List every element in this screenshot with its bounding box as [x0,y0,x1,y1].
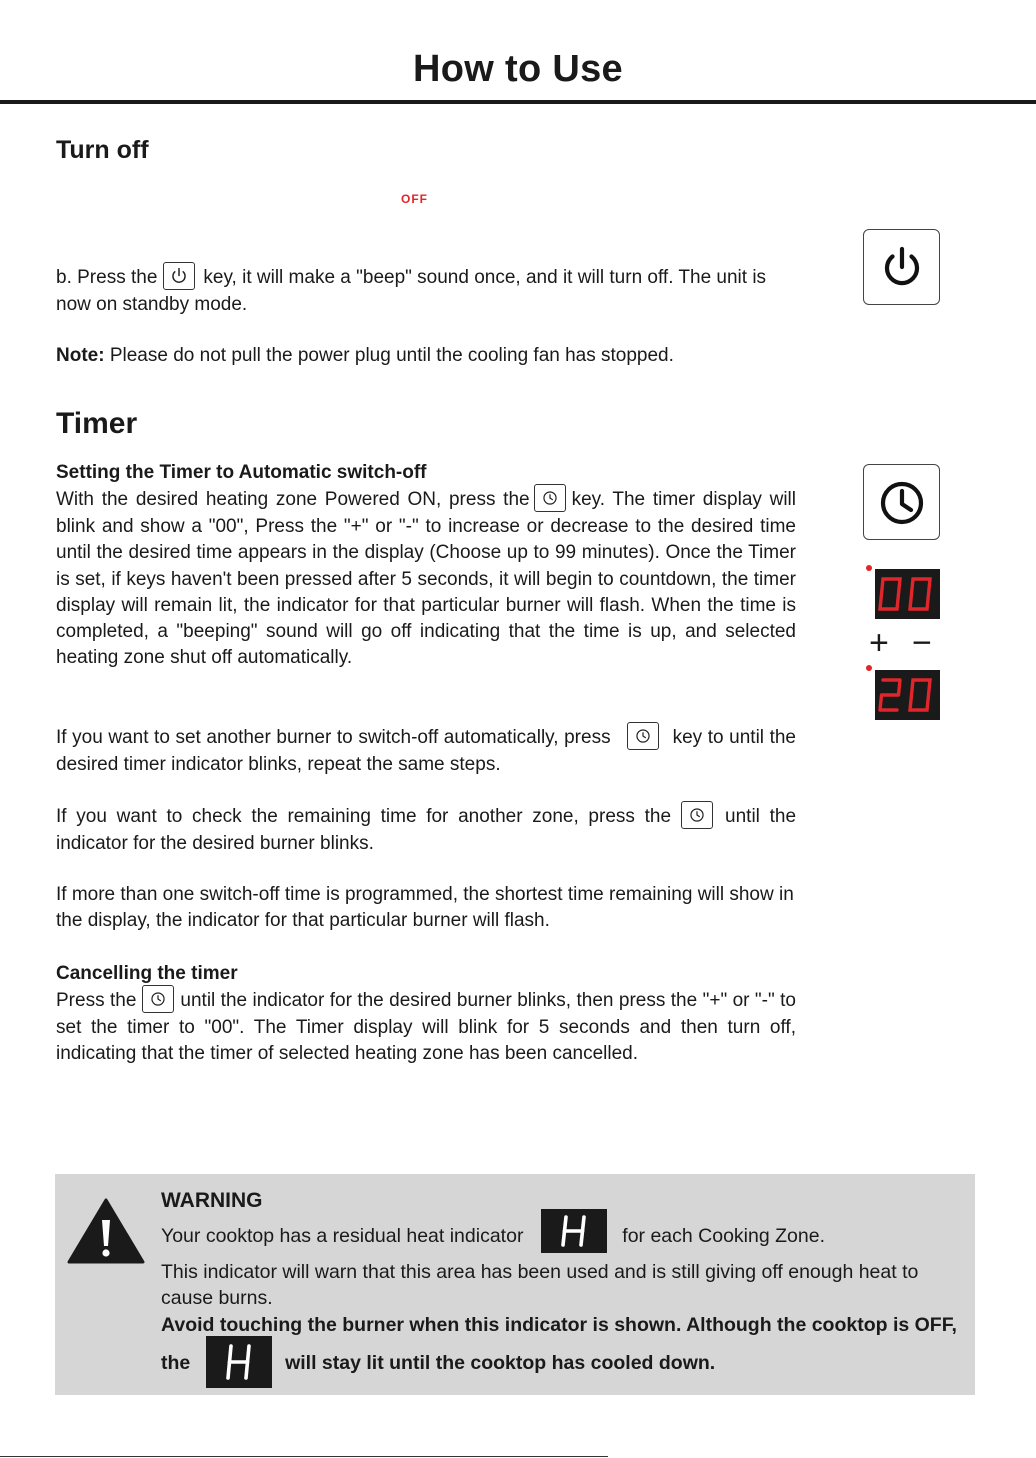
timer-key-inline [534,484,566,512]
check-remaining-paragraph [56,803,796,857]
h-indicator-glyph [206,1336,272,1388]
warning-bold-before: Avoid touching the burner when this indicator is shown. Although the cooktop is OFF, the [161,1313,957,1375]
plus-key[interactable]: + [869,624,889,662]
another-before: If you want to set another burner to switch-off automatically, press [56,727,611,749]
seven-segment-digits [875,670,940,720]
clock-icon [143,986,173,1012]
warning-triangle-icon [67,1196,145,1266]
warning-line1-before: Your cooktop has a residual heat indicator [161,1224,524,1247]
turn-off-note [56,343,796,369]
timer-key-inline [627,722,659,750]
warning-title: WARNING [161,1189,263,1212]
multiple-timers-paragraph: If more than one switch-off time is programmed, the shortest time remaining will show in the display, the indicator for that particular burner will flash. [56,884,794,932]
cancel-timer-paragraph [56,987,796,1068]
check-before: If you want to check the remaining time for another zone, press the [56,806,672,828]
warning-bold-text [161,1312,961,1391]
clock-icon [878,479,926,527]
residual-heat-indicator [541,1209,607,1253]
cancel-timer-section [56,961,796,987]
step-b-text-before: b. Press the [56,267,158,289]
clock-icon [682,802,712,828]
step-b-text-after: key, it will make a "beep" sound once, and it will turn off. The unit is now on standby mode. [56,267,767,315]
burner-indicator-dot [866,565,872,571]
auto-p1-before: With the desired heating zone Powered ON, press the [56,489,530,511]
page-title: How to Use [413,48,623,90]
turn-off-step-b [56,264,796,318]
burner-indicator-dot [866,665,872,671]
timer-button[interactable] [863,464,940,540]
timer-key-inline [681,801,713,829]
power-icon [164,263,194,289]
off-indicator-label: OFF [401,192,428,206]
minus-key[interactable]: − [912,624,932,662]
auto-switchoff-heading: Setting the Timer to Automatic switch-off [56,462,427,483]
clock-icon [628,723,658,749]
timer-display-top [875,569,940,619]
auto-p1-after: key. The timer display will blink and show a "00", Press the "+" or "-" to increase or decrease to the desired time until the desired time appears in the display (Choose up to 99 minutes). Once the Timer is set, if keys haven't been pressed after 5 seconds, it will begin to countdown, the timer display will remain lit, the indicator for that particular burner will flash. When the time is completed, a "beeping" sound will go off indicating that the time is up, and selected heating zone shut off automatically. [56,489,796,669]
power-icon [878,244,926,292]
note-label: Note: [56,345,105,366]
auto-switchoff-paragraph [56,486,796,672]
clock-icon [535,485,565,511]
h-indicator-glyph [541,1209,607,1253]
cancel-after: until the indicator for the desired burner blinks, then press the "+" or "-" to set the timer to "00". The Timer display will blink for 5 seconds and then turn off, indicating that the timer of selected heating zone has been cancelled. [56,990,796,1065]
footer-divider [0,1456,608,1457]
warning-bold-after: will stay lit until the cooktop has cooled down. [285,1352,716,1375]
seven-segment-digits [875,569,940,619]
another-burner-paragraph [56,724,796,778]
warning-line-2: This indicator will warn that this area has been used and is still giving off enough heat to cause burns. [161,1260,919,1309]
warning-box [55,1174,975,1395]
warning-text [161,1188,961,1390]
turn-off-heading: Turn off [56,136,149,164]
power-key-inline [163,262,195,290]
auto-switchoff-section [56,460,796,486]
note-text: Please do not pull the power plug until the cooling fan has stopped. [109,345,674,366]
timer-display-bottom [875,670,940,720]
warning-line1-after: for each Cooking Zone. [622,1224,825,1247]
cancel-before: Press the [56,990,137,1012]
residual-heat-indicator [206,1336,272,1388]
check-after: until the indicator for the desired burner blinks. [56,806,797,854]
timer-key-inline [142,985,174,1013]
warning-line-1 [161,1215,961,1259]
title-divider [0,100,1036,104]
power-button[interactable] [863,229,940,305]
timer-heading: Timer [56,407,138,440]
cancel-timer-heading: Cancelling the timer [56,963,238,984]
another-after: key to until the desired timer indicator blinks, repeat the same steps. [56,727,796,775]
